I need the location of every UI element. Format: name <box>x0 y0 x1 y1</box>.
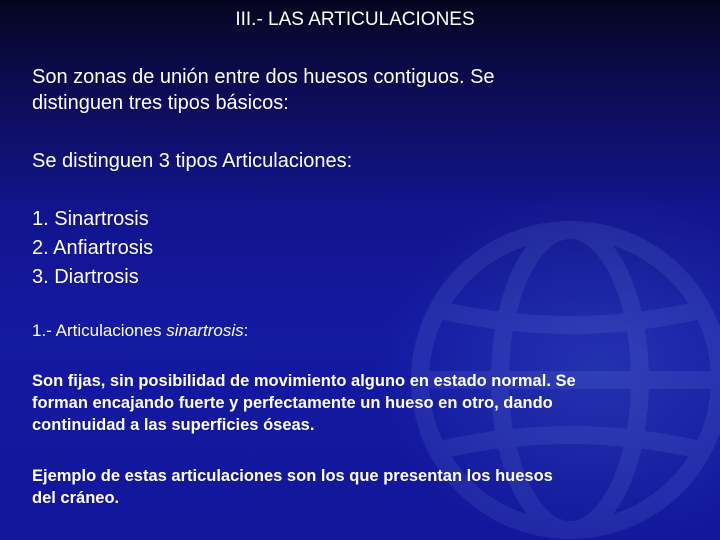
type-list-item-3: 3. Diartrosis <box>32 266 139 288</box>
type-list-item-1: 1. Sinartrosis <box>32 208 149 230</box>
intro-text: Son zonas de unión entre dos huesos contiguos. Se distinguen tres tipos básicos: <box>32 66 495 114</box>
section-heading <box>32 320 248 342</box>
type-list-item-2: 2. Anfiartrosis <box>32 237 154 259</box>
section-heading-prefix: 1.- Articulaciones <box>32 321 167 340</box>
example-text: Ejemplo de estas articulaciones son los que presentan los huesos del cráneo. <box>32 467 553 507</box>
section-heading-suffix: : <box>243 321 249 340</box>
subheading: Se distinguen 3 tipos Articulaciones: <box>32 150 353 172</box>
slide-title: III.- LAS ARTICULACIONES <box>235 9 475 30</box>
section-heading-term: sinartrosis <box>166 321 244 340</box>
description-text: Son fijas, sin posibilidad de movimiento alguno en estado normal. Se forman encajando fuerte y perfectamente un hueso en otro, dando continuidad a las superficies óseas. <box>32 372 576 434</box>
